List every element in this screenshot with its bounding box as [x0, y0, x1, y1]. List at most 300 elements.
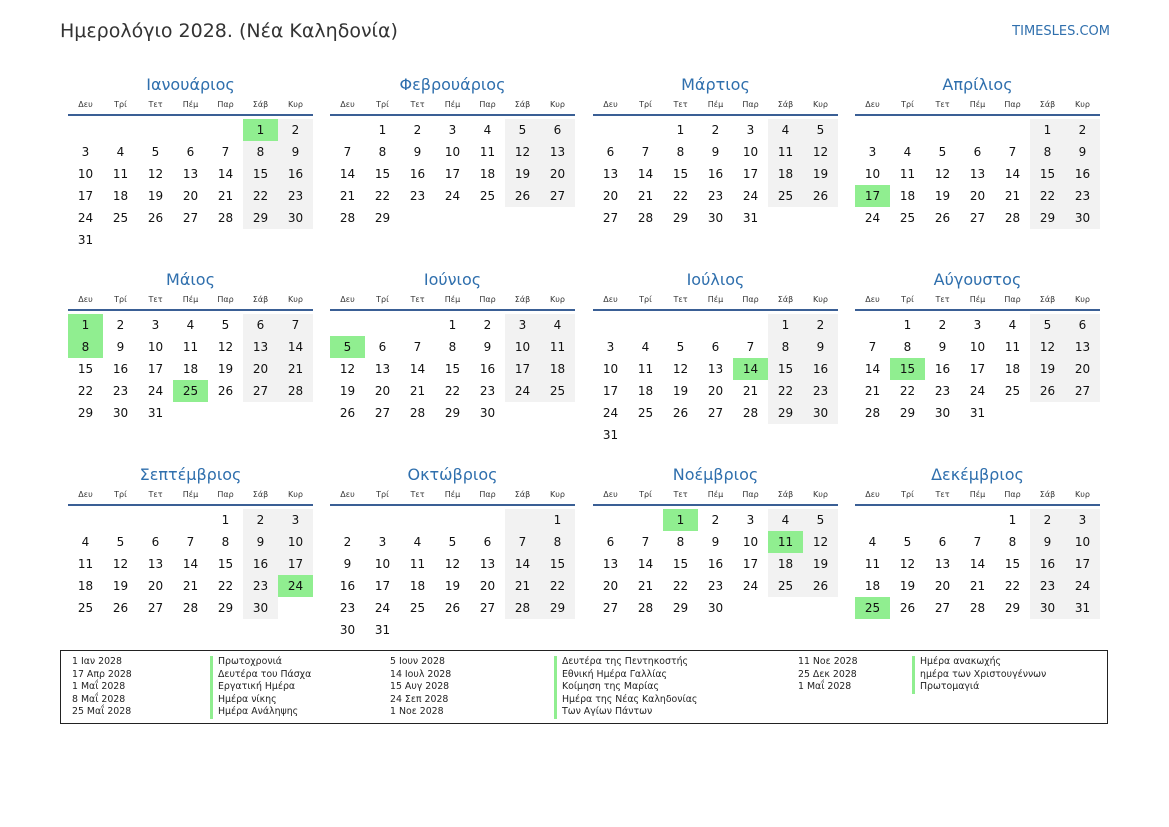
day-cell: 7: [868, 340, 877, 354]
holiday-date: 1 Νοε 2028: [390, 706, 444, 717]
day-cell: 26: [505, 185, 540, 207]
day-cell: 3: [278, 509, 313, 531]
day-cell: 20: [479, 579, 496, 593]
day-cell: 20: [540, 163, 575, 185]
month-5: [68, 267, 313, 424]
day-cell: 28: [339, 211, 356, 225]
weekday-label: Τετ: [410, 295, 425, 304]
day-cell: 28: [217, 211, 234, 225]
day-cell: 10: [374, 557, 391, 571]
day-cell: 21: [969, 579, 986, 593]
day-cell: 31: [77, 233, 94, 247]
day-cell: 6: [711, 340, 720, 354]
day-cell: 8: [903, 340, 912, 354]
holiday-name: Πρωτοχρονιά: [210, 656, 311, 669]
weekday-label: Παρ: [1004, 490, 1021, 499]
day-cell: 16: [409, 167, 426, 181]
day-grid: [330, 509, 575, 641]
weekday-label: Δευ: [865, 100, 880, 109]
day-cell: 5: [448, 535, 457, 549]
empty-cell: [925, 509, 960, 531]
day-cell: 26: [934, 211, 951, 225]
weekday-label: Κυρ: [550, 490, 565, 499]
day-cell: 29: [672, 211, 689, 225]
weekday-label: Πέμ: [182, 490, 199, 499]
day-cell: 4: [768, 509, 803, 531]
month-2: [330, 72, 575, 229]
weekday-label: Σάβ: [252, 100, 269, 109]
day-cell: 3: [151, 318, 160, 332]
weekday-label: Σάβ: [1039, 100, 1056, 109]
month-4: [855, 72, 1100, 229]
weekday-label: Κυρ: [288, 490, 303, 499]
day-cell: 13: [182, 167, 199, 181]
day-cell: 12: [672, 362, 689, 376]
day-cell: 11: [899, 167, 916, 181]
holiday-name: Εργατική Ημέρα: [210, 681, 311, 694]
day-cell: 24: [77, 211, 94, 225]
day-cell: 27: [602, 601, 619, 615]
day-cell: 27: [479, 601, 496, 615]
day-cell: 13: [602, 557, 619, 571]
day-cell: 25: [768, 575, 803, 597]
day-cell: 23: [1065, 185, 1100, 207]
weekday-label: Κυρ: [813, 295, 828, 304]
day-cell: 2: [343, 535, 352, 549]
day-cell: 13: [602, 167, 619, 181]
holiday-date: 25 Μαΐ 2028: [72, 706, 132, 717]
weekday-label: Σάβ: [514, 490, 531, 499]
holiday-date: 17 Απρ 2028: [72, 668, 132, 680]
day-cell: 9: [1030, 531, 1065, 553]
day-cell: 25: [540, 380, 575, 402]
empty-cell: [330, 119, 365, 141]
weekday-label: Δευ: [78, 100, 93, 109]
holiday-day-cell: 25: [173, 380, 208, 402]
day-grid: [593, 119, 838, 229]
day-cell: 16: [1030, 553, 1065, 575]
day-cell: 1: [903, 318, 912, 332]
day-cell: 27: [602, 211, 619, 225]
holiday-date: 14 Ιουλ 2028: [390, 668, 452, 680]
day-cell: 11: [540, 336, 575, 358]
day-cell: 5: [505, 119, 540, 141]
day-cell: 2: [278, 119, 313, 141]
day-cell: 10: [77, 167, 94, 181]
day-cell: 28: [864, 406, 881, 420]
day-cell: 16: [339, 579, 356, 593]
day-cell: 15: [243, 163, 278, 185]
day-cell: 16: [707, 557, 724, 571]
day-cell: 11: [479, 145, 496, 159]
day-cell: 24: [444, 189, 461, 203]
month-name: Μάιος: [166, 270, 215, 289]
day-cell: 16: [479, 362, 496, 376]
empty-cell: [173, 119, 208, 141]
month-7: [593, 267, 838, 446]
day-cell: 2: [938, 318, 947, 332]
holiday-name: Ημέρα νίκης: [210, 694, 311, 707]
day-cell: 10: [969, 340, 986, 354]
holiday-name: Πρωτομαγιά: [912, 681, 1046, 694]
day-cell: 6: [243, 314, 278, 336]
weekday-label: Τρί: [901, 490, 914, 499]
day-cell: 9: [803, 336, 838, 358]
day-cell: 22: [444, 384, 461, 398]
month-name: Ιανουάριος: [146, 75, 235, 94]
day-cell: 21: [637, 189, 654, 203]
day-cell: 1: [448, 318, 457, 332]
day-cell: 7: [973, 535, 982, 549]
day-cell: 25: [77, 601, 94, 615]
day-cell: 3: [606, 340, 615, 354]
day-cell: 2: [243, 509, 278, 531]
day-cell: 18: [77, 579, 94, 593]
day-cell: 15: [444, 362, 461, 376]
day-cell: 17: [147, 362, 164, 376]
month-10: [330, 462, 575, 641]
day-cell: 19: [899, 579, 916, 593]
day-cell: 7: [278, 314, 313, 336]
weekday-label: Τρί: [114, 490, 127, 499]
day-cell: 7: [641, 535, 650, 549]
holiday-name: Ημέρα της Νέας Καληδονίας: [554, 694, 697, 707]
day-cell: 22: [374, 189, 391, 203]
weekday-label: Σάβ: [1039, 490, 1056, 499]
weekday-label: Τρί: [376, 295, 389, 304]
holiday-name: Δευτέρα της Πεντηκοστής: [554, 656, 697, 669]
day-cell: 26: [803, 575, 838, 597]
day-cell: 2: [483, 318, 492, 332]
day-cell: 12: [339, 362, 356, 376]
day-cell: 6: [1065, 314, 1100, 336]
day-cell: 26: [444, 601, 461, 615]
day-cell: 14: [217, 167, 234, 181]
day-cell: 17: [742, 167, 759, 181]
day-cell: 20: [147, 579, 164, 593]
weekday-label: Σάβ: [514, 100, 531, 109]
day-cell: 6: [483, 535, 492, 549]
day-cell: 28: [278, 380, 313, 402]
month-name: Σεπτέμβριος: [139, 465, 242, 484]
day-cell: 8: [676, 145, 685, 159]
day-cell: 25: [899, 211, 916, 225]
day-cell: 22: [768, 380, 803, 402]
day-cell: 10: [444, 145, 461, 159]
empty-cell: [698, 314, 733, 336]
holiday-date: 8 Μαΐ 2028: [72, 693, 126, 705]
day-grid: [855, 119, 1100, 229]
day-cell: 29: [768, 402, 803, 424]
day-cell: 5: [1030, 314, 1065, 336]
day-cell: 21: [864, 384, 881, 398]
day-cell: 20: [707, 384, 724, 398]
day-cell: 3: [448, 123, 457, 137]
day-cell: 17: [742, 557, 759, 571]
holiday-day-cell: 15: [890, 358, 925, 380]
day-cell: 4: [186, 318, 195, 332]
month-1: [68, 72, 313, 251]
day-cell: 18: [864, 579, 881, 593]
day-cell: 13: [707, 362, 724, 376]
day-cell: 22: [899, 384, 916, 398]
weekday-label: Δευ: [603, 295, 618, 304]
empty-cell: [435, 509, 470, 531]
empty-cell: [365, 314, 400, 336]
weekday-header: [68, 486, 313, 506]
weekday-label: Σάβ: [777, 295, 794, 304]
day-cell: 28: [742, 406, 759, 420]
month-12: [855, 462, 1100, 619]
day-cell: 30: [934, 406, 951, 420]
holiday-date: 1 Μαΐ 2028: [72, 681, 126, 692]
weekday-label: Τετ: [673, 490, 688, 499]
day-cell: 13: [243, 336, 278, 358]
day-cell: 26: [112, 601, 129, 615]
day-cell: 23: [243, 575, 278, 597]
weekday-label: Τρί: [901, 295, 914, 304]
weekday-label: Παρ: [742, 100, 759, 109]
day-cell: 10: [602, 362, 619, 376]
holiday-day-cell: 5: [330, 336, 365, 358]
day-cell: 9: [938, 340, 947, 354]
day-cell: 12: [934, 167, 951, 181]
day-cell: 28: [969, 601, 986, 615]
site-link[interactable]: TIMESLES.COM: [1012, 24, 1110, 39]
day-cell: 13: [147, 557, 164, 571]
day-cell: 3: [378, 535, 387, 549]
day-cell: 11: [77, 557, 94, 571]
page-title: Ημερολόγιο 2028. (Νέα Καληδονία): [60, 20, 398, 42]
day-cell: 25: [1004, 384, 1021, 398]
day-cell: 27: [540, 185, 575, 207]
weekday-label: Κυρ: [1075, 295, 1090, 304]
holiday-name: ημέρα των Χριστουγέννων: [912, 669, 1046, 682]
day-cell: 27: [707, 406, 724, 420]
day-cell: 17: [969, 362, 986, 376]
day-cell: 13: [1065, 336, 1100, 358]
weekday-label: Δευ: [603, 490, 618, 499]
day-cell: 9: [243, 531, 278, 553]
weekday-label: Παρ: [742, 490, 759, 499]
weekday-label: Σάβ: [252, 295, 269, 304]
day-cell: 7: [413, 340, 422, 354]
day-cell: 8: [540, 531, 575, 553]
day-cell: 8: [221, 535, 230, 549]
day-cell: 2: [116, 318, 125, 332]
day-cell: 5: [676, 340, 685, 354]
empty-cell: [330, 509, 365, 531]
holiday-dates-column-3: [798, 656, 858, 694]
day-cell: 1: [768, 314, 803, 336]
month-name: Ιούλιος: [686, 270, 745, 289]
day-cell: 3: [81, 145, 90, 159]
day-cell: 27: [374, 406, 391, 420]
weekday-label: Κυρ: [813, 100, 828, 109]
month-name: Απρίλιος: [942, 75, 1013, 94]
day-cell: 30: [278, 207, 313, 229]
day-cell: 10: [505, 336, 540, 358]
day-cell: 22: [672, 579, 689, 593]
holiday-date: 11 Νοε 2028: [798, 656, 858, 667]
day-cell: 27: [182, 211, 199, 225]
empty-cell: [628, 509, 663, 531]
day-cell: 6: [973, 145, 982, 159]
day-cell: 11: [637, 362, 654, 376]
day-cell: 11: [768, 141, 803, 163]
day-cell: 6: [186, 145, 195, 159]
day-cell: 2: [1030, 509, 1065, 531]
day-cell: 16: [278, 163, 313, 185]
day-cell: 13: [969, 167, 986, 181]
day-cell: 12: [217, 340, 234, 354]
day-cell: 18: [540, 358, 575, 380]
day-cell: 24: [147, 384, 164, 398]
day-cell: 15: [1030, 163, 1065, 185]
holiday-dates-column-1: [72, 656, 132, 719]
weekday-label: Σάβ: [1039, 295, 1056, 304]
weekday-header: [330, 486, 575, 506]
empty-cell: [960, 509, 995, 531]
empty-cell: [733, 314, 768, 336]
month-name: Οκτώβριος: [407, 465, 498, 484]
empty-cell: [68, 119, 103, 141]
day-cell: 23: [803, 380, 838, 402]
holiday-day-cell: 24: [278, 575, 313, 597]
holiday-date: 1 Μαΐ 2028: [798, 681, 852, 692]
day-cell: 3: [868, 145, 877, 159]
day-cell: 26: [672, 406, 689, 420]
day-cell: 25: [479, 189, 496, 203]
day-cell: 17: [278, 553, 313, 575]
day-cell: 4: [768, 119, 803, 141]
day-cell: 13: [934, 557, 951, 571]
day-cell: 16: [803, 358, 838, 380]
day-cell: 28: [1004, 211, 1021, 225]
day-cell: 19: [444, 579, 461, 593]
weekday-label: Πέμ: [444, 100, 461, 109]
day-cell: 31: [602, 428, 619, 442]
day-cell: 19: [803, 553, 838, 575]
day-cell: 19: [803, 163, 838, 185]
day-grid: [593, 509, 838, 619]
day-cell: 7: [186, 535, 195, 549]
day-cell: 14: [969, 557, 986, 571]
day-cell: 13: [374, 362, 391, 376]
day-cell: 24: [864, 211, 881, 225]
day-cell: 18: [479, 167, 496, 181]
day-cell: 30: [243, 597, 278, 619]
day-cell: 12: [803, 141, 838, 163]
day-grid: [593, 314, 838, 446]
day-cell: 10: [278, 531, 313, 553]
day-cell: 24: [742, 579, 759, 593]
weekday-label: Κυρ: [550, 100, 565, 109]
day-cell: 4: [868, 535, 877, 549]
weekday-label: Κυρ: [550, 295, 565, 304]
day-cell: 15: [540, 553, 575, 575]
day-cell: 1: [378, 123, 387, 137]
weekday-label: Σάβ: [777, 100, 794, 109]
day-cell: 30: [112, 406, 129, 420]
day-cell: 3: [746, 123, 755, 137]
day-cell: 7: [221, 145, 230, 159]
empty-cell: [400, 314, 435, 336]
holiday-date: 1 Ιαν 2028: [72, 656, 122, 667]
day-cell: 1: [676, 123, 685, 137]
holiday-names-column-3: [912, 656, 1046, 694]
day-cell: 23: [934, 384, 951, 398]
day-cell: 26: [339, 406, 356, 420]
day-cell: 12: [899, 557, 916, 571]
weekday-label: Σάβ: [252, 490, 269, 499]
day-cell: 28: [182, 601, 199, 615]
holiday-names-column-2: [554, 656, 697, 719]
day-cell: 11: [1004, 340, 1021, 354]
day-cell: 25: [112, 211, 129, 225]
empty-cell: [855, 314, 890, 336]
day-cell: 25: [768, 185, 803, 207]
day-cell: 14: [339, 167, 356, 181]
day-cell: 4: [540, 314, 575, 336]
day-cell: 23: [409, 189, 426, 203]
day-cell: 11: [864, 557, 881, 571]
holiday-name: Ημέρα Ανάληψης: [210, 706, 311, 719]
day-cell: 9: [711, 535, 720, 549]
day-cell: 21: [278, 358, 313, 380]
holiday-day-cell: 25: [855, 597, 890, 619]
weekday-label: Παρ: [742, 295, 759, 304]
day-cell: 12: [1030, 336, 1065, 358]
weekday-label: Τρί: [639, 490, 652, 499]
day-cell: 1: [1008, 513, 1017, 527]
day-cell: 9: [711, 145, 720, 159]
day-cell: 1: [221, 513, 230, 527]
day-cell: 20: [243, 358, 278, 380]
weekday-label: Παρ: [479, 490, 496, 499]
day-cell: 27: [1065, 380, 1100, 402]
day-cell: 18: [637, 384, 654, 398]
empty-cell: [103, 119, 138, 141]
day-cell: 23: [479, 384, 496, 398]
day-cell: 3: [746, 513, 755, 527]
day-cell: 18: [768, 163, 803, 185]
weekday-label: Παρ: [479, 100, 496, 109]
day-cell: 19: [217, 362, 234, 376]
day-cell: 8: [378, 145, 387, 159]
day-cell: 4: [413, 535, 422, 549]
day-cell: 10: [147, 340, 164, 354]
day-cell: 31: [742, 211, 759, 225]
day-grid: [68, 314, 313, 424]
holiday-day-cell: 17: [855, 185, 890, 207]
empty-cell: [593, 314, 628, 336]
weekday-label: Τετ: [673, 295, 688, 304]
day-cell: 19: [112, 579, 129, 593]
weekday-header: [68, 96, 313, 116]
day-cell: 23: [1030, 575, 1065, 597]
weekday-label: Τρί: [639, 100, 652, 109]
day-cell: 18: [112, 189, 129, 203]
weekday-header: [68, 291, 313, 311]
weekday-label: Πέμ: [969, 100, 986, 109]
day-cell: 19: [339, 384, 356, 398]
weekday-label: Παρ: [217, 100, 234, 109]
month-name: Φεβρουάριος: [399, 75, 506, 94]
day-cell: 2: [711, 123, 720, 137]
day-cell: 9: [116, 340, 125, 354]
day-cell: 10: [742, 145, 759, 159]
